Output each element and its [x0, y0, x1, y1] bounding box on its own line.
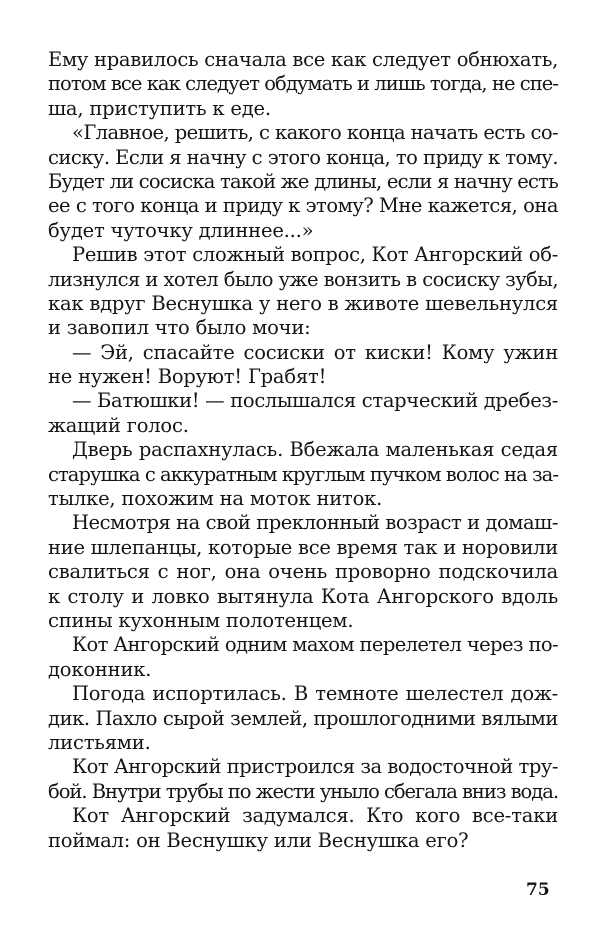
text-line: Несмотря на свой преклонный возраст и домаш-	[72, 511, 558, 535]
text-line: Кот Ангорский задумался. Кто кого все-таки	[72, 804, 558, 828]
text-line: и завопил что было мочи:	[48, 316, 311, 340]
text-line: — Эй, спасайте сосиски от киски! Кому ужин	[72, 340, 558, 364]
text-line: ша, приступить к еде.	[48, 96, 271, 120]
text-line: будет чуточку длиннее...»	[48, 218, 314, 242]
text-line: доконник.	[48, 657, 152, 681]
text-line: к столу и ловко вытянула Кота Ангорского вдоль	[48, 584, 558, 608]
text-line: листьями.	[48, 730, 151, 754]
text-line: Кот Ангорский одним махом перелетел через по-	[72, 633, 558, 657]
text-line: бой. Внутри трубы по жести уныло сбегала вниз вода.	[48, 779, 558, 803]
text-line: старушка с аккуратным круглым пучком волос на за-	[48, 462, 558, 486]
text-line: поймал: он Веснушку или Веснушка его?	[48, 828, 469, 852]
text-line: ее с того конца и приду к этому? Мне кажется, она	[48, 194, 558, 218]
text-line: тылке, похожим на моток ниток.	[48, 487, 383, 511]
text-line: спины кухонным полотенцем.	[48, 608, 354, 632]
text-line: потом все как следует обдумать и лишь тогда, не спе-	[48, 72, 558, 96]
text-line: Кот Ангорский пристроился за водосточной тру-	[72, 755, 558, 779]
text-line: лизнулся и хотел было уже вонзить в сосиску зубы,	[48, 267, 558, 291]
text-line: не нужен! Воруют! Грабят!	[48, 365, 327, 389]
page-number: 75	[526, 880, 550, 900]
text-line: как вдруг Веснушка у него в животе шевельнулся	[48, 291, 558, 315]
text-line: Будет ли сосиска такой же длины, если я начну есть	[48, 169, 558, 193]
text-line: ние шлепанцы, которые все время так и норовили	[48, 535, 558, 559]
text-line: Погода испортилась. В темноте шелестел дож-	[72, 682, 558, 706]
text-line: «Главное, решить, с какого конца начать есть со-	[72, 121, 558, 145]
text-line: — Батюшки! — послышался старческий дребез-	[72, 389, 558, 413]
text-line: сиску. Если я начну с этого конца, то приду к тому.	[48, 145, 558, 169]
text-line: Решив этот сложный вопрос, Кот Ангорский об-	[72, 243, 558, 267]
text-line: жащий голос.	[48, 413, 189, 437]
text-line: Ему нравилось сначала все как следует обнюхать,	[48, 48, 558, 71]
text-line: Дверь распахнулась. Вбежала маленькая седая	[72, 438, 558, 462]
body-text	[48, 48, 558, 853]
text-line: свалиться с ног, она очень проворно подскочила	[48, 560, 558, 584]
text-line: дик. Пахло сырой землей, прошлогодними вялыми	[48, 706, 558, 730]
